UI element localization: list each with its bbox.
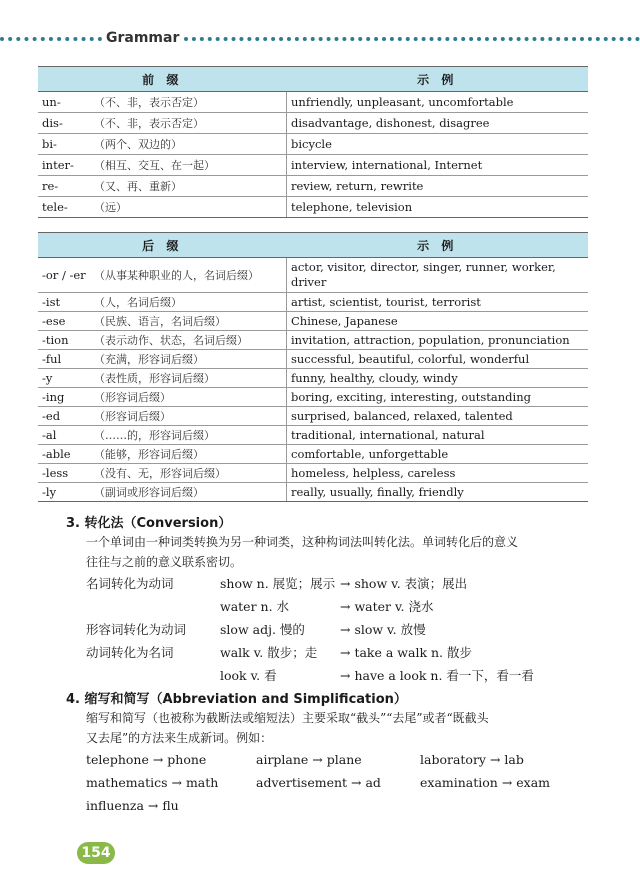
suffix-row [38,388,588,407]
conversion-from: look v. 看 [220,668,277,683]
affix: tele- [42,199,68,214]
affix-meaning: （没有、无，形容词后缀） [94,466,226,480]
examples-cell: boring, exciting, interesting, outstanding [287,388,589,407]
affix-meaning: （从事某种职业的人，名词后缀） [94,268,259,282]
conversion-to: → take a walk n. 散步 [340,645,472,660]
affix: inter- [42,157,74,172]
examples-cell: bicycle [287,134,589,155]
affix: -y [42,370,53,385]
abbreviation-item: laboratory → lab [420,752,524,767]
abbreviation-paragraph-line: 缩写和简写（也被称为截断法或缩短法）主要采取“截头”“去尾”或者“既截头 [86,711,489,725]
affix-meaning: （充满，形容词后缀） [94,352,204,366]
suffix-row [38,331,588,350]
affix: un- [42,94,61,109]
conversion-category: 形容词转化为动词 [86,622,187,637]
affix: -or / -er [42,267,86,282]
affix: re- [42,178,59,193]
examples-cell: really, usually, finally, friendly [287,483,589,502]
conversion-to: → water v. 浇水 [340,599,434,614]
suffix-col-header: 后 缀 [38,233,287,258]
affix-cell [38,369,287,388]
affix: -ing [42,389,65,404]
affix: -tion [42,332,69,347]
examples-cell: interview, international, Internet [287,155,589,176]
affix-meaning: （远） [94,200,127,214]
affix: -ist [42,294,61,309]
conversion-paragraph-line: 往往与之前的意义联系密切。 [86,555,243,569]
affix-cell [38,312,287,331]
prefix-examples-header: 示 例 [287,67,589,92]
abbreviation-heading: 4. 缩写和简写（Abbreviation and Simplification） [66,692,407,707]
affix: -ful [42,351,62,366]
affix-meaning: （人，名词后缀） [94,295,182,309]
suffix-row [38,312,588,331]
conversion-paragraph [86,532,591,572]
affix-cell [38,350,287,369]
examples-cell: traditional, international, natural [287,426,589,445]
affix-meaning: （民族、语言，名词后缀） [94,314,226,328]
affix-cell [38,388,287,407]
affix-meaning: （又、再、重新） [94,179,182,193]
header-dots-left [0,37,102,41]
affix-cell [38,113,287,134]
conversion-category: 动词转化为名词 [86,645,174,660]
affix-cell [38,176,287,197]
suffix-row [38,369,588,388]
affix-meaning: （两个、双边的） [94,137,182,151]
suffix-row [38,350,588,369]
affix-cell [38,293,287,312]
affix-cell [38,155,287,176]
affix-cell [38,445,287,464]
affix: -ese [42,313,66,328]
affix: dis- [42,115,63,130]
suffix-row [38,464,588,483]
affix-cell [38,258,287,293]
suffix-examples-header: 示 例 [287,233,589,258]
conversion-category: 名词转化为动词 [86,576,174,591]
examples-cell: Chinese, Japanese [287,312,589,331]
affix-meaning: （副词或形容词后缀） [94,485,204,499]
abbreviation-item: examination → exam [420,775,551,790]
examples-cell: review, return, rewrite [287,176,589,197]
prefix-row [38,197,588,218]
conversion-to: → have a look n. 看一下，看一看 [340,668,534,683]
affix-cell [38,134,287,155]
affix: -ly [42,484,57,499]
section-header: Grammar [106,30,180,46]
affix-meaning: （不、非，表示否定） [94,116,204,130]
affix-cell [38,426,287,445]
prefix-row [38,176,588,197]
conversion-from: show n. 展览；展示 [220,576,336,591]
affix-meaning: （表性质，形容词后缀） [94,371,215,385]
suffix-table [38,232,588,502]
examples-cell: unfriendly, unpleasant, uncomfortable [287,92,589,113]
conversion-to: → slow v. 放慢 [340,622,426,637]
examples-cell: funny, healthy, cloudy, windy [287,369,589,388]
affix-cell [38,407,287,426]
affix: -able [42,446,71,461]
affix: -ed [42,408,61,423]
abbreviation-item: mathematics → math [86,775,219,790]
affix-meaning: （形容词后缀） [94,390,171,404]
suffix-row [38,293,588,312]
examples-cell: surprised, balanced, relaxed, talented [287,407,589,426]
affix-meaning: （能够，形容词后缀） [94,447,204,461]
examples-cell: homeless, helpless, careless [287,464,589,483]
affix-meaning: （形容词后缀） [94,409,171,423]
prefix-row [38,92,588,113]
abbreviation-item: advertisement → ad [256,775,381,790]
header-dots-right [184,37,640,41]
affix: bi- [42,136,57,151]
abbreviation-item: airplane → plane [256,752,362,767]
conversion-heading: 3. 转化法（Conversion） [66,516,232,531]
suffix-row [38,426,588,445]
abbreviation-item: influenza → flu [86,798,179,813]
affix: -al [42,427,57,442]
examples-cell: comfortable, unforgettable [287,445,589,464]
examples-cell: actor, visitor, director, singer, runner, worker, driver [287,258,589,293]
prefix-row [38,134,588,155]
abbreviation-paragraph [86,708,591,748]
conversion-from: water n. 水 [220,599,290,614]
affix: -less [42,465,69,480]
suffix-row [38,445,588,464]
affix-cell [38,331,287,350]
examples-cell: disadvantage, dishonest, disagree [287,113,589,134]
prefix-row [38,113,588,134]
affix-meaning: （相互、交互、在一起） [94,158,215,172]
abbreviation-paragraph-line: 又去尾”的方法来生成新词。例如： [86,731,273,745]
examples-cell: successful, beautiful, colorful, wonderful [287,350,589,369]
conversion-to: → show v. 表演；展出 [340,576,468,591]
suffix-row [38,258,588,293]
affix-meaning: （……的，形容词后缀） [94,428,215,442]
examples-cell: telephone, television [287,197,589,218]
suffix-row [38,407,588,426]
affix-cell [38,92,287,113]
conversion-from: slow adj. 慢的 [220,622,305,637]
examples-cell: artist, scientist, tourist, terrorist [287,293,589,312]
affix-meaning: （表示动作、状态，名词后缀） [94,333,248,347]
conversion-from: walk v. 散步；走 [220,645,318,660]
affix-cell [38,197,287,218]
prefix-col-header: 前 缀 [38,67,287,92]
abbreviation-item: telephone → phone [86,752,207,767]
conversion-paragraph-line: 一个单词由一种词类转换为另一种词类，这种构词法叫转化法。单词转化后的意义 [86,535,519,549]
affix-cell [38,464,287,483]
prefix-table [38,66,588,218]
suffix-row [38,483,588,502]
prefix-row [38,155,588,176]
examples-cell: invitation, attraction, population, pronunciation [287,331,589,350]
page-number: 154 [77,842,115,864]
affix-cell [38,483,287,502]
affix-meaning: （不、非，表示否定） [94,95,204,109]
